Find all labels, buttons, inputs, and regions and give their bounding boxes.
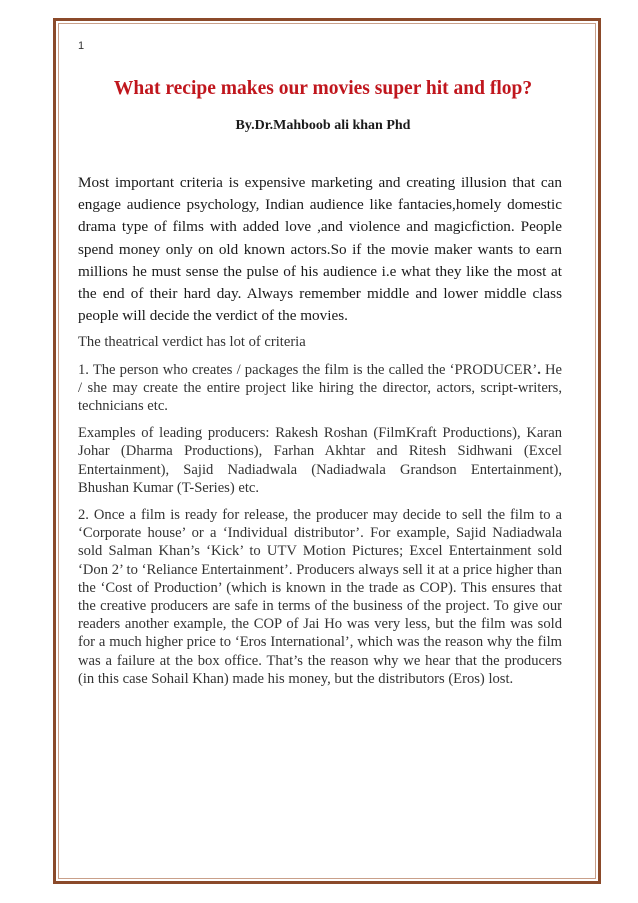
page-number: 1 xyxy=(78,40,85,52)
intro-paragraph: Most important criteria is expensive marketing and creating illusion that can engage audience psychology, Indian audience like fantacies,homely domestic drama type of films with added love ,and violence and magicfiction. People spend money only on old known actors.So if the movie maker wants to earn millions he must sense the pulse of his audience i.e what they like the most at the end of their hard day. Always remember middle and lower middle class people will decide the verdict of the movies. xyxy=(78,174,562,325)
point-1-text: 1. The person who creates / packages the film is the called the ‘PRODUCER’ xyxy=(78,361,538,378)
point-2-paragraph: 2. Once a film is ready for release, the producer may decide to sell the film to a ‘Corporate house’ or a ‘Individual distributor’. For example, Sajid Nadiadwala sold Salman Khan’s ‘Kick’ to UTV Motion Pictures; Excel Entertainment sold ‘Don 2’ to ‘Reliance Entertainment’. Producers always sell it at a price higher than the ‘Cost of Production’ (which is known in the trade as COP). This ensures that the creative producers are safe in terms of the business of the project. To give our readers another example, the COP of Jai Ho was very less, but the film was sold for a much higher price to ‘Eros International’, which was the reason why the film was a failure at the box office. That’s the reason why we hear that the producers (in this case Sohail Khan) made his money, but the distributors (Eros) lost. xyxy=(78,507,562,687)
criteria-heading: The theatrical verdict has lot of criteria xyxy=(78,334,306,351)
page-title: What recipe makes our movies super hit and flop? xyxy=(113,78,533,99)
document-body xyxy=(78,172,562,697)
point-1-period: . xyxy=(537,361,541,378)
author-byline: By.Dr.Mahboob ali khan Phd xyxy=(235,118,411,133)
point-1-paragraph xyxy=(78,361,562,416)
examples-paragraph: Examples of leading producers: Rakesh Roshan (FilmKraft Productions), Karan Johar (Dharma Productions), Farhan Akhtar and Ritesh Sidhwani (Excel Entertainment), Sajid Nadiadwala (Nadiadwala Grandson Entertainment), Bhushan Kumar (T-Series) etc. xyxy=(78,425,562,496)
point-1-rest: He / she may create the entire project like hiring the director, actors, script-writers, technicians etc. xyxy=(78,361,562,415)
